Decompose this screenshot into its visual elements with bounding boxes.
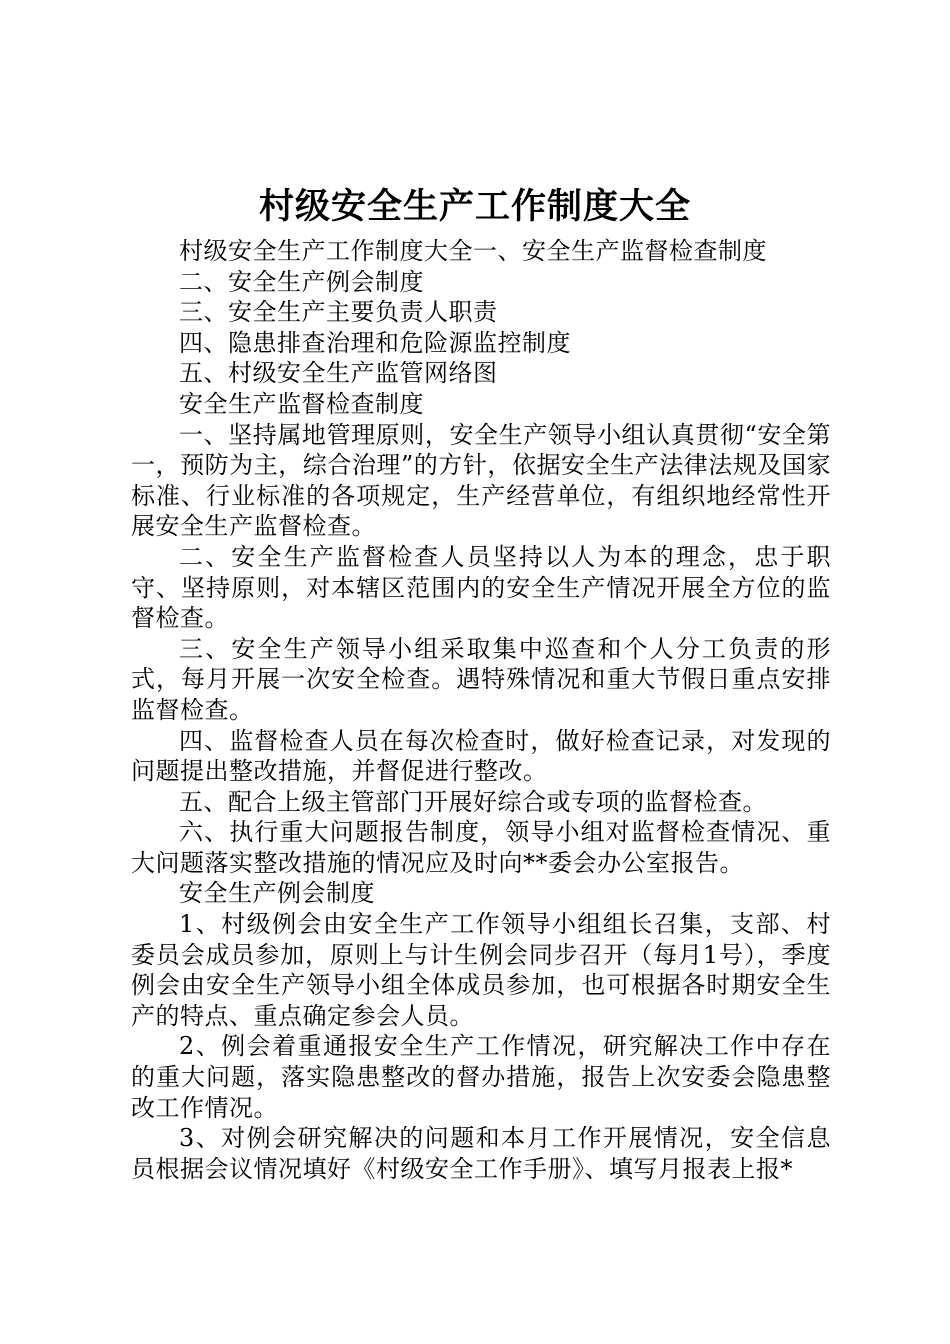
- document-body: [131, 236, 831, 1184]
- paragraph: 四、监督检查人员在每次检查时，做好检查记录，对发现的问题提出整改措施，并督促进行整改。: [131, 726, 831, 786]
- paragraph: 四、隐患排查治理和危险源监控制度: [179, 328, 571, 357]
- section-heading: 安全生产监督检查制度: [179, 389, 424, 418]
- paragraph: 1、村级例会由安全生产工作领导小组组长召集，支部、村委员会成员参加，原则上与计生例会同步召开（每月1号），季度例会由安全生产领导小组全体成员参加，也可根据各时期安全生产的特点、重点确定参会人员。: [131, 910, 831, 1030]
- paragraph: 二、安全生产例会制度: [179, 267, 424, 296]
- paragraph: 一、坚持属地管理原则，安全生产领导小组认真贯彻“安全第一，预防为主，综合治理”的方针，依据安全生产法律法规及国家标准、行业标准的各项规定，生产经营单位，有组织地经常性开展安全生产监督检查。: [131, 420, 831, 541]
- paragraph: 三、安全生产主要负责人职责: [179, 298, 498, 327]
- paragraph: 村级安全生产工作制度大全一、安全生产监督检查制度: [179, 237, 767, 265]
- paragraph: 三、安全生产领导小组采取集中巡查和个人分工负责的形式，每月开展一次安全检查。遇特殊情况和重大节假日重点安排监督检查。: [131, 634, 831, 724]
- paragraph: 五、配合上级主管部门开展好综合或专项的监督检查。: [179, 787, 767, 816]
- section-heading: 安全生产例会制度: [179, 879, 375, 908]
- paragraph: 2、例会着重通报安全生产工作情况，研究解决工作中存在的重大问题，落实隐患整改的督办措施，报告上次安委会隐患整改工作情况。: [131, 1032, 831, 1122]
- paragraph: 六、执行重大问题报告制度，领导小组对监督检查情况、重大问题落实整改措施的情况应及时向**委会办公室报告。: [131, 818, 831, 877]
- document-title: 村级安全生产工作制度大全: [258, 187, 691, 227]
- paragraph: 3、对例会研究解决的问题和本月工作开展情况，安全信息员根据会议情况填好《村级安全工作手册》、填写月报表上报*: [131, 1124, 831, 1183]
- paragraph: 二、安全生产监督检查人员坚持以人为本的理念，忠于职守、坚持原则，对本辖区范围内的安全生产情况开展全方位的监督检查。: [131, 542, 831, 633]
- paragraph: 五、村级安全生产监管网络图: [179, 359, 498, 388]
